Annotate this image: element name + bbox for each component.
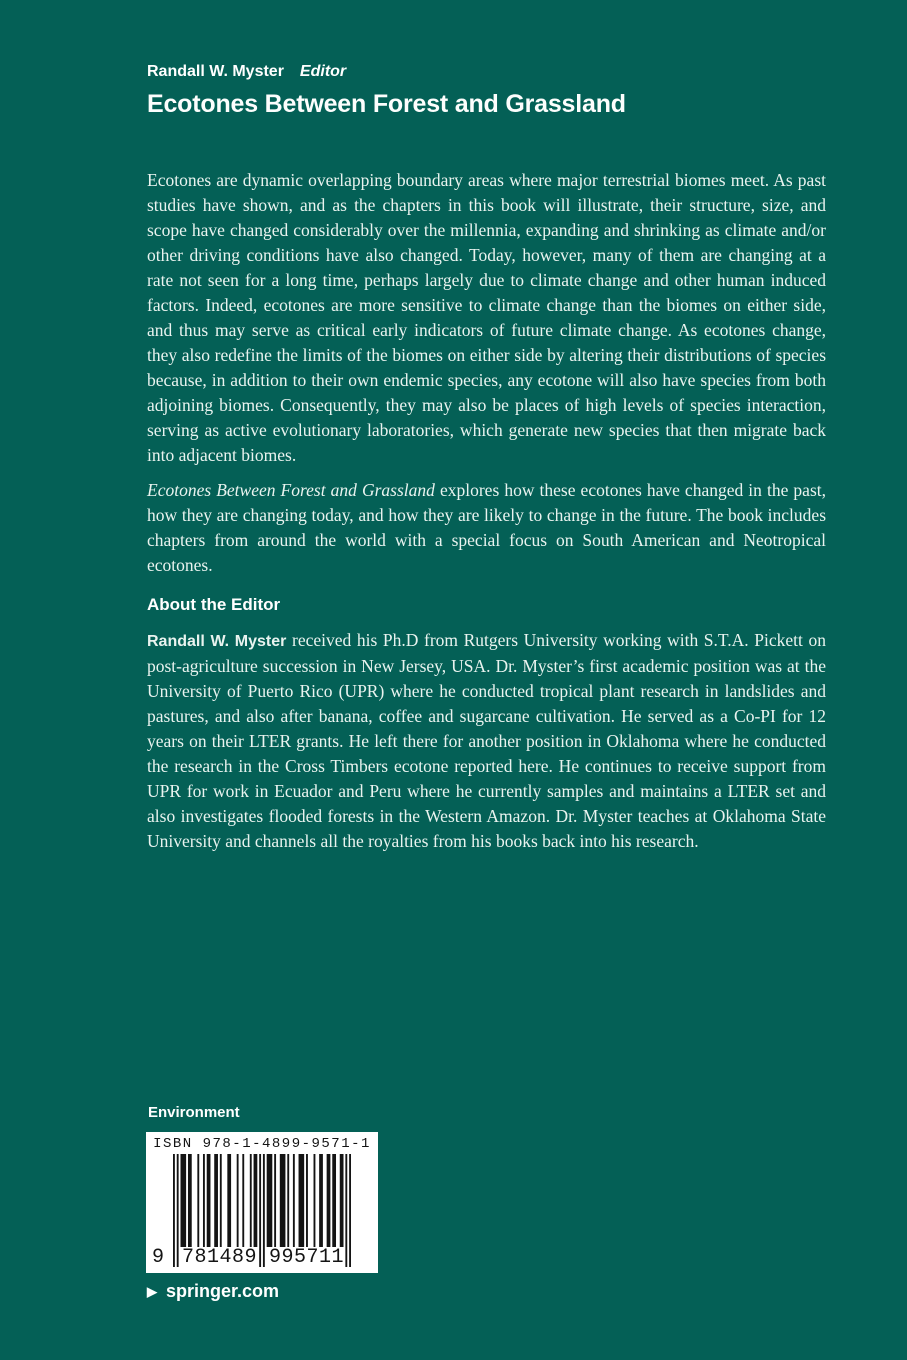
cover-text-column [147,62,826,854]
synopsis-paragraph-2 [147,478,826,578]
author-name: Randall W. Myster [147,63,284,80]
synopsis-paragraph-1: Ecotones are dynamic overlapping boundary areas where major terrestrial biomes meet. As past studies have shown, and as the chapters in this book will illustrate, their structure, size, and scope have changed considerably over the millennia, expanding and shrinking as climate and/or other driving conditions have also changed. Today, however, many of them are changing at a rate not seen for a long time, perhaps largely due to climate change and other human induced factors. Indeed, ecotones are more sensitive to climate change than the biomes on either side, and thus may serve as critical early indicators of future climate change. As ecotones change, they also redefine the limits of the biomes on either side by altering their distributions of species because, in addition to their own endemic species, any ecotone will also have species from both adjoining biomes. Consequently, they may also be places of high levels of species interaction, serving as active evolutionary laboratories, which generate new species that then migrate back into adjacent biomes. [147,170,826,465]
book-title: Ecotones Between Forest and Grassland [147,90,626,118]
series-label: Environment [148,1104,240,1121]
publisher-link[interactable] [147,1281,279,1302]
ean-digit-group-2: 995711 [269,1246,345,1269]
byline [147,62,826,82]
author-role: Editor [299,63,347,80]
arrow-icon: ▶ [147,1284,157,1299]
book-title-inline: Ecotones Between Forest and Grassland [147,480,435,500]
isbn-number: ISBN 978-1-4899-9571-1 [153,1136,371,1152]
ean-digit-lead: 9 [152,1246,165,1269]
isbn-barcode-box [146,1132,378,1273]
ean-digit-group-1: 781489 [182,1246,258,1269]
publisher-url: springer.com [166,1281,280,1301]
synopsis-2-text: explores how these ecotones have changed in the past, how they are changing today, and how they are likely to change in the future. The book includes chapters from around the world with a special focus on South American and Neotropical ecotones. [147,480,826,575]
editor-bio-text: received his Ph.D from Rutgers University working with S.T.A. Pickett on post-agriculture succession in New Jersey, USA. Dr. Myster’s first academic position was at the University of Puerto Rico (UPR) where he conducted tropical plant research in landslides and pastures, and also after banana, coffee and sugarcane cultivation. He served as a Co-PI for 12 years on their LTER grants. He left there for another position in Oklahoma where he conducted the research in the Cross Timbers ecotone reported here. He continues to receive support from UPR for work in Ecuador and Peru where he currently samples and maintains a LTER set and also investigates flooded forests in the Western Amazon. Dr. Myster teaches at Oklahoma State University and channels all the royalties from his books back into his research. [147,630,826,851]
editor-name: Randall W. Myster [147,633,287,650]
about-the-editor-heading: About the Editor [147,595,281,614]
editor-bio [147,628,826,854]
